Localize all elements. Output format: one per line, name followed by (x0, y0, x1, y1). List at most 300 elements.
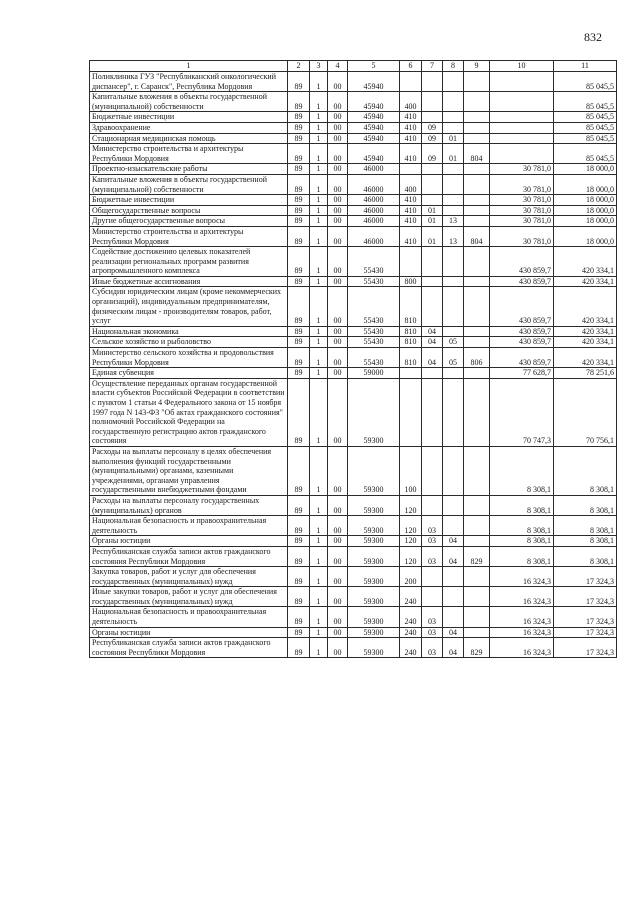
code-2-cell: 89 (288, 164, 310, 175)
expense-type-cell: 410 (400, 205, 422, 216)
table-row (90, 72, 617, 92)
line-item-name-cell: Национальная безопасность и правоохранительная деятельность (90, 607, 288, 627)
ministry-code-cell (464, 567, 490, 587)
amount-col-11-cell: 78 251,6 (554, 368, 617, 379)
code-3-cell: 1 (310, 226, 328, 246)
amount-col-11-cell: 17 324,3 (554, 567, 617, 587)
subsection-cell (443, 174, 464, 194)
code-4-cell: 00 (328, 587, 348, 607)
amount-col-11-cell: 17 324,3 (554, 627, 617, 638)
subsection-cell (443, 446, 464, 495)
ministry-code-cell (464, 92, 490, 112)
ministry-code-cell (464, 287, 490, 326)
budget-table (89, 60, 617, 658)
subsection-cell: 05 (443, 348, 464, 368)
line-item-name-cell: Национальная экономика (90, 326, 288, 337)
amount-col-11-cell: 85 045,5 (554, 133, 617, 144)
expense-type-cell: 240 (400, 638, 422, 658)
column-number-header: 11 (554, 61, 617, 72)
code-2-cell: 89 (288, 378, 310, 446)
ministry-code-cell (464, 607, 490, 627)
table-row (90, 226, 617, 246)
table-body (90, 72, 617, 658)
table-row (90, 287, 617, 326)
target-article-cell: 46000 (348, 174, 400, 194)
code-4-cell: 00 (328, 226, 348, 246)
code-4-cell: 00 (328, 638, 348, 658)
expense-type-cell (400, 164, 422, 175)
code-4-cell: 00 (328, 607, 348, 627)
subsection-cell (443, 122, 464, 133)
section-cell (422, 378, 443, 446)
table-row (90, 627, 617, 638)
amount-col-10-cell: 16 324,3 (490, 638, 554, 658)
line-item-name-cell: Расходы на выплаты персоналу государственных (муниципальных) органов (90, 495, 288, 515)
section-cell: 01 (422, 226, 443, 246)
amount-col-11-cell: 18 000,0 (554, 205, 617, 216)
amount-col-11-cell: 420 334,1 (554, 247, 617, 277)
code-2-cell: 89 (288, 133, 310, 144)
code-4-cell: 00 (328, 133, 348, 144)
expense-type-cell: 240 (400, 627, 422, 638)
line-item-name-cell: Министерство строительства и архитектуры Республики Мордовия (90, 226, 288, 246)
section-cell (422, 567, 443, 587)
code-4-cell: 00 (328, 446, 348, 495)
subsection-cell: 01 (443, 133, 464, 144)
code-4-cell: 00 (328, 276, 348, 287)
table-row (90, 607, 617, 627)
table-row (90, 205, 617, 216)
section-cell (422, 195, 443, 206)
subsection-cell (443, 326, 464, 337)
section-cell (422, 587, 443, 607)
code-4-cell: 00 (328, 287, 348, 326)
line-item-name-cell: Субсидии юридическим лицам (кроме некоммерческих организаций), индивидуальным предпринимателям, физическим лицам - производителям товаров, работ, услуг (90, 287, 288, 326)
table-row (90, 276, 617, 287)
code-3-cell: 1 (310, 174, 328, 194)
amount-col-11-cell: 8 308,1 (554, 546, 617, 566)
column-number-header: 2 (288, 61, 310, 72)
section-cell (422, 495, 443, 515)
code-3-cell: 1 (310, 368, 328, 379)
section-cell (422, 164, 443, 175)
code-2-cell: 89 (288, 587, 310, 607)
code-4-cell: 00 (328, 326, 348, 337)
column-number-header: 8 (443, 61, 464, 72)
code-4-cell: 00 (328, 348, 348, 368)
section-cell: 09 (422, 122, 443, 133)
expense-type-cell: 410 (400, 144, 422, 164)
code-2-cell: 89 (288, 337, 310, 348)
code-2-cell: 89 (288, 567, 310, 587)
code-3-cell: 1 (310, 378, 328, 446)
line-item-name-cell: Республиканская служба записи актов гражданского состояния Республики Мордовия (90, 546, 288, 566)
amount-col-11-cell: 17 324,3 (554, 607, 617, 627)
table-row (90, 216, 617, 227)
section-cell: 03 (422, 516, 443, 536)
subsection-cell: 05 (443, 337, 464, 348)
subsection-cell: 13 (443, 216, 464, 227)
amount-col-11-cell: 18 000,0 (554, 216, 617, 227)
line-item-name-cell: Бюджетные инвестиции (90, 112, 288, 123)
expense-type-cell: 410 (400, 112, 422, 123)
amount-col-10-cell: 430 859,7 (490, 326, 554, 337)
code-2-cell: 89 (288, 216, 310, 227)
amount-col-11-cell: 8 308,1 (554, 536, 617, 547)
section-cell (422, 174, 443, 194)
code-3-cell: 1 (310, 627, 328, 638)
amount-col-10-cell: 30 781,0 (490, 216, 554, 227)
amount-col-11-cell: 17 324,3 (554, 587, 617, 607)
subsection-cell (443, 205, 464, 216)
column-number-header: 4 (328, 61, 348, 72)
subsection-cell: 04 (443, 536, 464, 547)
amount-col-11-cell: 85 045,5 (554, 122, 617, 133)
expense-type-cell: 410 (400, 226, 422, 246)
ministry-code-cell (464, 195, 490, 206)
section-cell (422, 368, 443, 379)
amount-col-10-cell: 77 628,7 (490, 368, 554, 379)
section-cell (422, 247, 443, 277)
line-item-name-cell: Иные бюджетные ассигнования (90, 276, 288, 287)
subsection-cell: 04 (443, 627, 464, 638)
code-2-cell: 89 (288, 247, 310, 277)
amount-col-11-cell: 18 000,0 (554, 195, 617, 206)
code-2-cell: 89 (288, 607, 310, 627)
amount-col-11-cell: 420 334,1 (554, 287, 617, 326)
table-row (90, 133, 617, 144)
amount-col-11-cell: 70 756,1 (554, 378, 617, 446)
section-cell: 04 (422, 337, 443, 348)
target-article-cell: 59300 (348, 546, 400, 566)
subsection-cell (443, 247, 464, 277)
subsection-cell (443, 495, 464, 515)
code-2-cell: 89 (288, 92, 310, 112)
amount-col-10-cell: 8 308,1 (490, 516, 554, 536)
ministry-code-cell (464, 216, 490, 227)
table-row (90, 378, 617, 446)
target-article-cell: 55430 (348, 247, 400, 277)
table-row (90, 247, 617, 277)
subsection-cell (443, 276, 464, 287)
code-2-cell: 89 (288, 627, 310, 638)
amount-col-10-cell (490, 112, 554, 123)
table-row (90, 195, 617, 206)
amount-col-11-cell: 85 045,5 (554, 92, 617, 112)
target-article-cell: 45940 (348, 72, 400, 92)
code-4-cell: 00 (328, 195, 348, 206)
code-2-cell: 89 (288, 516, 310, 536)
code-3-cell: 1 (310, 112, 328, 123)
section-cell (422, 92, 443, 112)
ministry-code-cell (464, 337, 490, 348)
amount-col-10-cell: 430 859,7 (490, 247, 554, 277)
amount-col-10-cell (490, 133, 554, 144)
subsection-cell: 04 (443, 546, 464, 566)
code-4-cell: 00 (328, 516, 348, 536)
ministry-code-cell (464, 122, 490, 133)
target-article-cell: 45940 (348, 92, 400, 112)
code-4-cell: 00 (328, 205, 348, 216)
code-4-cell: 00 (328, 627, 348, 638)
code-2-cell: 89 (288, 195, 310, 206)
ministry-code-cell: 829 (464, 638, 490, 658)
table-row (90, 368, 617, 379)
expense-type-cell: 810 (400, 348, 422, 368)
code-2-cell: 89 (288, 112, 310, 123)
table-row (90, 446, 617, 495)
column-number-row (90, 61, 617, 72)
subsection-cell (443, 72, 464, 92)
expense-type-cell: 810 (400, 337, 422, 348)
section-cell: 01 (422, 216, 443, 227)
code-3-cell: 1 (310, 287, 328, 326)
amount-col-11-cell: 17 324,3 (554, 638, 617, 658)
line-item-name-cell: Общегосударственные вопросы (90, 205, 288, 216)
amount-col-11-cell: 420 334,1 (554, 348, 617, 368)
target-article-cell: 59300 (348, 607, 400, 627)
column-number-header: 10 (490, 61, 554, 72)
code-2-cell: 89 (288, 144, 310, 164)
subsection-cell (443, 607, 464, 627)
amount-col-11-cell: 8 308,1 (554, 446, 617, 495)
target-article-cell: 59300 (348, 446, 400, 495)
target-article-cell: 46000 (348, 164, 400, 175)
amount-col-10-cell: 16 324,3 (490, 567, 554, 587)
column-number-header: 3 (310, 61, 328, 72)
target-article-cell: 55430 (348, 287, 400, 326)
code-3-cell: 1 (310, 536, 328, 547)
expense-type-cell: 410 (400, 122, 422, 133)
ministry-code-cell (464, 536, 490, 547)
amount-col-10-cell: 16 324,3 (490, 607, 554, 627)
table-row (90, 638, 617, 658)
amount-col-11-cell: 18 000,0 (554, 226, 617, 246)
code-3-cell: 1 (310, 276, 328, 287)
section-cell (422, 72, 443, 92)
subsection-cell (443, 567, 464, 587)
amount-col-10-cell: 30 781,0 (490, 174, 554, 194)
code-3-cell: 1 (310, 495, 328, 515)
subsection-cell (443, 92, 464, 112)
amount-col-10-cell: 16 324,3 (490, 627, 554, 638)
table-row (90, 536, 617, 547)
target-article-cell: 59300 (348, 536, 400, 547)
code-3-cell: 1 (310, 164, 328, 175)
amount-col-10-cell: 8 308,1 (490, 546, 554, 566)
target-article-cell: 55430 (348, 326, 400, 337)
amount-col-10-cell (490, 144, 554, 164)
expense-type-cell: 120 (400, 495, 422, 515)
line-item-name-cell: Сельское хозяйство и рыболовство (90, 337, 288, 348)
column-number-header: 7 (422, 61, 443, 72)
line-item-name-cell: Проектно-изыскательские работы (90, 164, 288, 175)
amount-col-10-cell: 430 859,7 (490, 337, 554, 348)
code-3-cell: 1 (310, 546, 328, 566)
ministry-code-cell (464, 72, 490, 92)
subsection-cell (443, 287, 464, 326)
line-item-name-cell: Органы юстиции (90, 536, 288, 547)
line-item-name-cell: Органы юстиции (90, 627, 288, 638)
code-3-cell: 1 (310, 195, 328, 206)
subsection-cell: 13 (443, 226, 464, 246)
code-2-cell: 89 (288, 638, 310, 658)
code-4-cell: 00 (328, 122, 348, 133)
table-row (90, 348, 617, 368)
subsection-cell (443, 164, 464, 175)
code-2-cell: 89 (288, 287, 310, 326)
amount-col-10-cell: 30 781,0 (490, 164, 554, 175)
amount-col-11-cell: 8 308,1 (554, 516, 617, 536)
table-row (90, 587, 617, 607)
amount-col-10-cell: 8 308,1 (490, 536, 554, 547)
code-2-cell: 89 (288, 368, 310, 379)
table-row (90, 546, 617, 566)
ministry-code-cell (464, 627, 490, 638)
expense-type-cell: 120 (400, 536, 422, 547)
table-row (90, 92, 617, 112)
code-3-cell: 1 (310, 247, 328, 277)
target-article-cell: 59300 (348, 378, 400, 446)
code-3-cell: 1 (310, 337, 328, 348)
code-2-cell: 89 (288, 205, 310, 216)
code-2-cell: 89 (288, 536, 310, 547)
expense-type-cell: 200 (400, 567, 422, 587)
code-2-cell: 89 (288, 226, 310, 246)
ministry-code-cell (464, 164, 490, 175)
section-cell: 09 (422, 133, 443, 144)
table-row (90, 495, 617, 515)
column-number-header: 1 (90, 61, 288, 72)
ministry-code-cell (464, 446, 490, 495)
expense-type-cell: 410 (400, 216, 422, 227)
target-article-cell: 55430 (348, 348, 400, 368)
subsection-cell (443, 368, 464, 379)
target-article-cell: 59000 (348, 368, 400, 379)
expense-type-cell: 410 (400, 133, 422, 144)
amount-col-10-cell (490, 122, 554, 133)
expense-type-cell: 810 (400, 326, 422, 337)
table-row (90, 144, 617, 164)
amount-col-10-cell: 8 308,1 (490, 446, 554, 495)
amount-col-11-cell: 85 045,5 (554, 72, 617, 92)
code-4-cell: 00 (328, 92, 348, 112)
code-2-cell: 89 (288, 276, 310, 287)
expense-type-cell (400, 72, 422, 92)
ministry-code-cell: 804 (464, 226, 490, 246)
expense-type-cell: 400 (400, 174, 422, 194)
expense-type-cell: 410 (400, 195, 422, 206)
subsection-cell (443, 378, 464, 446)
ministry-code-cell (464, 276, 490, 287)
target-article-cell: 45940 (348, 144, 400, 164)
table-row (90, 337, 617, 348)
line-item-name-cell: Республиканская служба записи актов гражданского состояния Республики Мордовия (90, 638, 288, 658)
table-row (90, 174, 617, 194)
subsection-cell (443, 516, 464, 536)
line-item-name-cell: Капитальные вложения в объекты государственной (муниципальной) собственности (90, 92, 288, 112)
code-3-cell: 1 (310, 72, 328, 92)
line-item-name-cell: Национальная безопасность и правоохранительная деятельность (90, 516, 288, 536)
expense-type-cell: 400 (400, 92, 422, 112)
code-4-cell: 00 (328, 495, 348, 515)
table-row (90, 516, 617, 536)
code-3-cell: 1 (310, 205, 328, 216)
line-item-name-cell: Бюджетные инвестиции (90, 195, 288, 206)
code-3-cell: 1 (310, 607, 328, 627)
column-number-header: 5 (348, 61, 400, 72)
code-3-cell: 1 (310, 638, 328, 658)
target-article-cell: 45940 (348, 133, 400, 144)
table-row (90, 326, 617, 337)
line-item-name-cell: Закупка товаров, работ и услуг для обеспечения государственных (муниципальных) нужд (90, 567, 288, 587)
subsection-cell: 01 (443, 144, 464, 164)
code-4-cell: 00 (328, 546, 348, 566)
code-4-cell: 00 (328, 174, 348, 194)
code-4-cell: 00 (328, 536, 348, 547)
amount-col-10-cell: 70 747,3 (490, 378, 554, 446)
target-article-cell: 46000 (348, 205, 400, 216)
target-article-cell: 45940 (348, 112, 400, 123)
target-article-cell: 59300 (348, 638, 400, 658)
line-item-name-cell: Иные закупки товаров, работ и услуг для обеспечения государственных (муниципальных) нужд (90, 587, 288, 607)
subsection-cell (443, 587, 464, 607)
amount-col-11-cell: 18 000,0 (554, 164, 617, 175)
amount-col-10-cell (490, 72, 554, 92)
line-item-name-cell: Капитальные вложения в объекты государственной (муниципальной) собственности (90, 174, 288, 194)
code-3-cell: 1 (310, 567, 328, 587)
table-row (90, 122, 617, 133)
amount-col-11-cell: 85 045,5 (554, 144, 617, 164)
expense-type-cell: 120 (400, 546, 422, 566)
amount-col-10-cell: 30 781,0 (490, 226, 554, 246)
line-item-name-cell: Стационарная медицинская помощь (90, 133, 288, 144)
amount-col-10-cell: 30 781,0 (490, 205, 554, 216)
column-number-header: 9 (464, 61, 490, 72)
expense-type-cell: 800 (400, 276, 422, 287)
amount-col-11-cell: 18 000,0 (554, 174, 617, 194)
ministry-code-cell: 804 (464, 144, 490, 164)
amount-col-11-cell: 85 045,5 (554, 112, 617, 123)
table-row (90, 112, 617, 123)
ministry-code-cell (464, 247, 490, 277)
code-3-cell: 1 (310, 122, 328, 133)
ministry-code-cell (464, 368, 490, 379)
target-article-cell: 55430 (348, 337, 400, 348)
table-row (90, 567, 617, 587)
section-cell (422, 287, 443, 326)
amount-col-11-cell: 420 334,1 (554, 337, 617, 348)
section-cell: 03 (422, 536, 443, 547)
ministry-code-cell (464, 112, 490, 123)
code-2-cell: 89 (288, 546, 310, 566)
code-2-cell: 89 (288, 446, 310, 495)
section-cell: 09 (422, 144, 443, 164)
amount-col-10-cell: 30 781,0 (490, 195, 554, 206)
ministry-code-cell (464, 495, 490, 515)
code-4-cell: 00 (328, 368, 348, 379)
subsection-cell (443, 112, 464, 123)
section-cell: 03 (422, 627, 443, 638)
target-article-cell: 46000 (348, 216, 400, 227)
code-2-cell: 89 (288, 174, 310, 194)
section-cell: 04 (422, 326, 443, 337)
code-2-cell: 89 (288, 495, 310, 515)
code-3-cell: 1 (310, 348, 328, 368)
code-4-cell: 00 (328, 247, 348, 277)
target-article-cell: 59300 (348, 516, 400, 536)
section-cell (422, 112, 443, 123)
